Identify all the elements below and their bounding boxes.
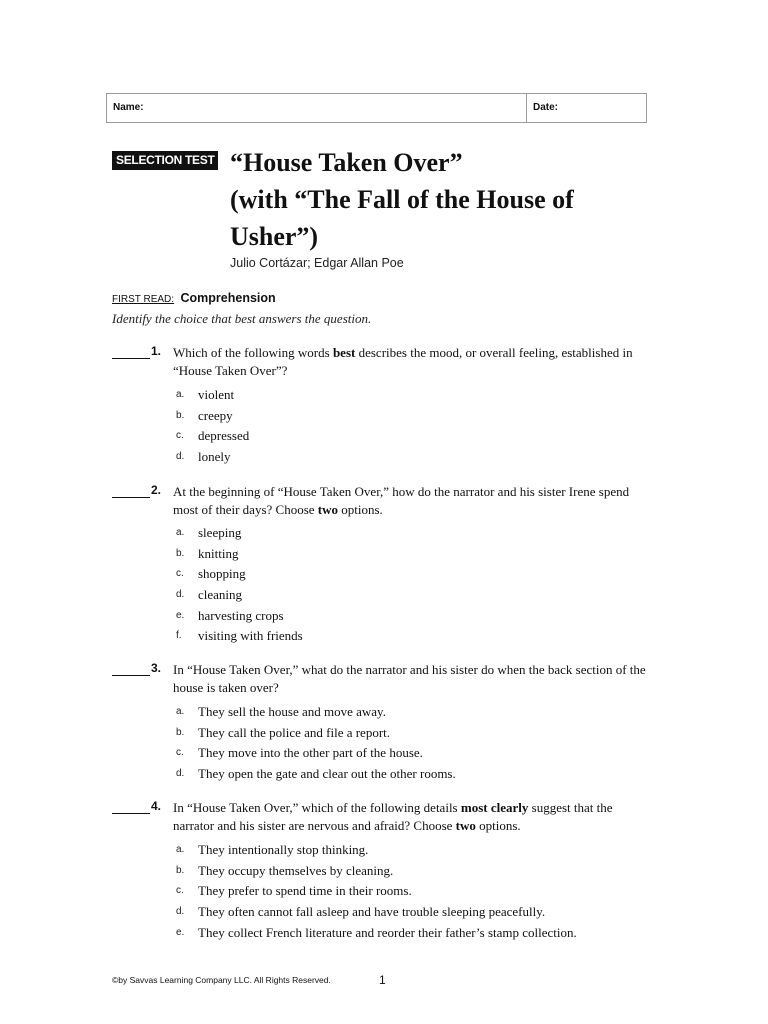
option: a. violent xyxy=(176,387,235,402)
option: c. They prefer to spend time in their rooms. xyxy=(176,883,412,899)
option: a. They intentionally stop thinking. xyxy=(176,842,369,857)
options-list xyxy=(176,385,656,468)
section-heading xyxy=(112,289,276,307)
question-number: 4. xyxy=(151,799,162,813)
section-name: Comprehension xyxy=(180,291,276,305)
selection-test-badge: SELECTION TEST xyxy=(112,151,218,170)
first-read-label: FIRST READ: xyxy=(112,294,175,305)
question-text: At the beginning of “House Taken Over,” how do the narrator and his sister Irene spend most of their days? Choose two options. xyxy=(173,484,630,517)
authors: Julio Cortázar; Edgar Allan Poe xyxy=(230,256,404,270)
name-field[interactable] xyxy=(107,94,527,122)
option: b. They call the police and file a report. xyxy=(176,724,391,740)
answer-blank[interactable] xyxy=(112,483,150,498)
options-list xyxy=(176,702,656,785)
options-list xyxy=(176,840,656,943)
question-number: 2. xyxy=(151,483,162,497)
option: b. creepy xyxy=(176,407,233,423)
option: d. They open the gate and clear out the other rooms. xyxy=(176,766,456,782)
option: f. visiting with friends xyxy=(176,628,303,644)
title-line: Usher”) xyxy=(230,222,319,251)
option: b. knitting xyxy=(176,545,239,561)
question-text: Which of the following words best describes the mood, or overall feeling, established in “House Taken Over”? xyxy=(173,345,633,378)
option: c. depressed xyxy=(176,428,250,444)
question-text: In “House Taken Over,” which of the following details most clearly suggest that the narrator and his sister are nervous and afraid? Choose two options. xyxy=(173,800,613,833)
option: c. They move into the other part of the house. xyxy=(176,745,423,761)
option: c. shopping xyxy=(176,566,246,582)
page-number: 1 xyxy=(379,973,386,987)
page-title xyxy=(230,144,650,255)
answer-blank[interactable] xyxy=(112,344,150,359)
option: d. cleaning xyxy=(176,587,243,603)
title-line: “House Taken Over” xyxy=(230,148,463,177)
copyright-notice: ©by Savvas Learning Company LLC. All Rights Reserved. xyxy=(112,975,331,985)
question-text: In “House Taken Over,” what do the narrator and his sister do when the back section of the house is taken over? xyxy=(173,662,646,695)
instructions: Identify the choice that best answers the question. xyxy=(112,311,372,326)
title-line: (with “The Fall of the House of xyxy=(230,185,574,214)
option: a. They sell the house and move away. xyxy=(176,704,386,719)
question-number: 1. xyxy=(151,344,162,358)
answer-blank[interactable] xyxy=(112,661,150,676)
option: d. lonely xyxy=(176,449,231,465)
name-date-table xyxy=(106,93,647,123)
date-label: Date: xyxy=(533,102,559,113)
question-number: 3. xyxy=(151,661,162,675)
option: a. sleeping xyxy=(176,525,242,540)
option: d. They often cannot fall asleep and have trouble sleeping peacefully. xyxy=(176,904,546,920)
option: e. They collect French literature and reorder their father’s stamp collection. xyxy=(176,924,577,940)
option: b. They occupy themselves by cleaning. xyxy=(176,862,394,878)
option: e. harvesting crops xyxy=(176,607,284,623)
name-label: Name: xyxy=(113,102,144,113)
answer-blank[interactable] xyxy=(112,799,150,814)
date-field[interactable] xyxy=(527,94,646,122)
options-list xyxy=(176,523,656,647)
